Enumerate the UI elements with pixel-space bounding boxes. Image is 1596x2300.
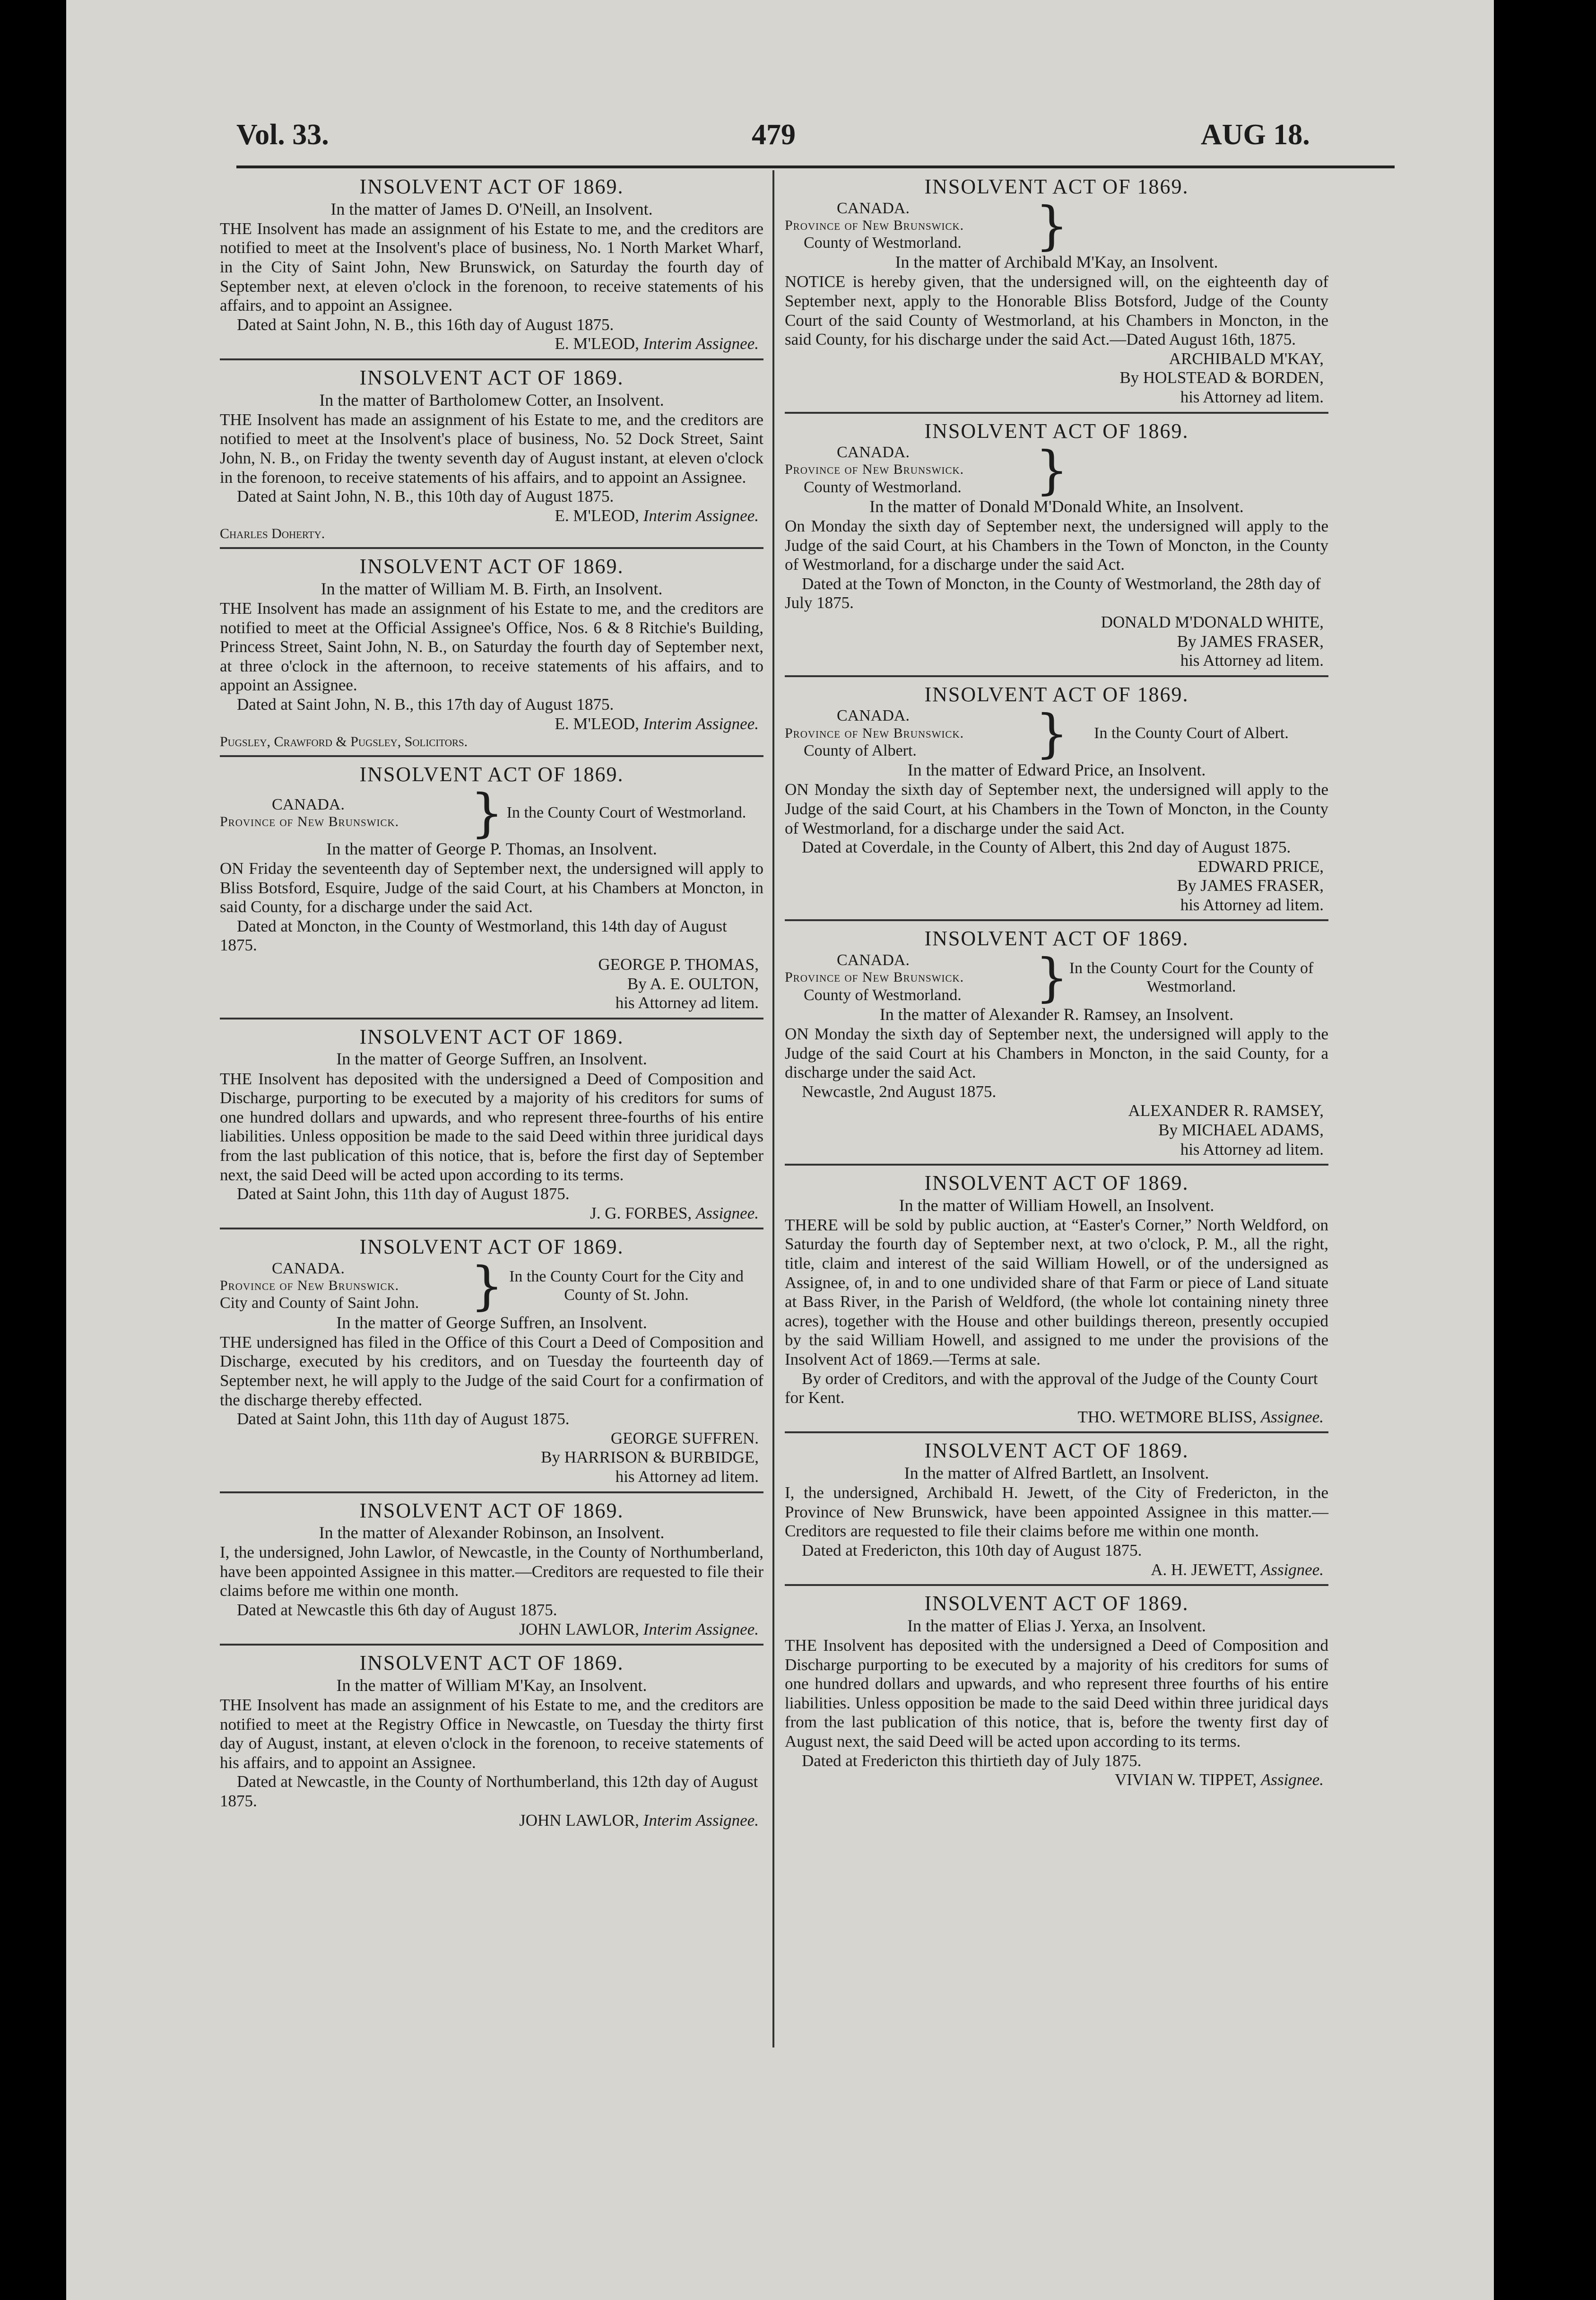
notice-title: INSOLVENT ACT OF 1869. [924,682,1189,706]
notice-dated: Dated at Fredericton this thirtieth day of July 1875. [802,1751,1142,1770]
notice-matter: In the matter of Elias J. Yerxa, an Insolvent. [907,1616,1206,1635]
notice-title: INSOLVENT ACT OF 1869. [924,1592,1189,1615]
notice-dated: Dated at Coverdale, in the County of Albert, this 2nd day of August 1875. [802,838,1291,857]
caption-county: County of Westmorland. [804,234,962,252]
signer-name: A. H. JEWETT, [1151,1560,1257,1579]
notice-title: INSOLVENT ACT OF 1869. [359,555,624,578]
caption-court: In the County Court for the City and County of St. John. [509,1268,744,1304]
notice-signature [220,334,763,354]
notice-white [785,419,1328,677]
caption-province: Province of New Brunswick. [785,217,964,233]
notice-matter: In the matter of Edward Price, an Insolvent. [907,760,1206,780]
caption-canada: CANADA. [837,951,910,969]
notice-dated: Dated at Fredericton, this 10th day of August 1875. [802,1541,1142,1559]
notice-body: I, the undersigned, Archibald H. Jewett, of the City of Fredericton, in the Province of New Brunswick, have been appointed Assignee in this matter.—Creditors are requested to file their claims before me within one month. [785,1483,1328,1541]
notice-signature [220,1204,763,1223]
brace-glyph: } [1035,439,1068,500]
notice-title: INSOLVENT ACT OF 1869. [359,175,624,198]
notice-dated: Dated at Newcastle, in the County of Northumberland, this 12th day of August 1875. [220,1772,758,1810]
caption-province: Province of New Brunswick. [785,462,964,478]
notice-thomas [220,763,763,1019]
court-caption [785,439,1328,500]
caption-province: Province of New Brunswick. [785,969,964,985]
caption-court: In the County Court for the County of Westmorland. [1069,959,1314,996]
caption-canada: CANADA. [837,444,910,462]
notice-suffren-court [220,1235,763,1493]
signer-name: E. M'LEOD, [555,714,639,733]
notice-dated: Dated at Saint John, N. B., this 17th day of August 1875. [237,695,614,714]
caption-canada: CANADA. [837,707,910,725]
signer-role: Interim Assignee. [643,1620,759,1638]
notice-dated: Dated at the Town of Moncton, in the County of Westmorland, the 28th day of July 1875. [785,574,1321,612]
column-divider [772,170,774,2047]
notice-body: THE Insolvent has made an assignment of his Estate to me, and the creditors are notified to meet at the Insolvent's place of business, No. 52 Dock Street, Saint John, N. B., on Friday the twenty seventh day of August instant, at eleven o'clock in the forenoon, to receive statements of his affairs, and to appoint an Assignee. [220,410,763,487]
notice-dated: Newcastle, 2nd August 1875. [802,1082,997,1101]
volume-label: Vol. 33. [236,119,329,151]
signer-role: Interim Assignee. [643,506,759,525]
notice-signature [220,506,763,526]
notice-cotter [220,366,763,549]
notice-yerxa [785,1592,1328,1795]
notice-signature [785,1408,1328,1427]
court-caption [785,703,1328,764]
signer-role: his Attorney ad litem. [615,993,759,1012]
notice-matter: In the matter of Alexander R. Ramsey, an Insolvent. [879,1004,1234,1024]
notice-body: ON Friday the seventeenth day of September next, the undersigned will apply to Bliss Botsford, Esquire, Judge of the said Court, at his Chambers at Moncton, in said County, for a discharge under the said Act. [220,859,763,916]
signer-role: Assignee. [1260,1770,1324,1789]
notice-dated: Dated at Saint John, this 11th day of August 1875. [237,1410,570,1429]
signer-name: THO. WETMORE BLISS, [1077,1407,1257,1426]
left-column [220,175,763,1840]
notice-body: ON Monday the sixth day of September next, the undersigned will apply to the Judge of the said Court at his Chambers in Moncton, in the said County, for a discharge under the said Act. [785,1024,1328,1082]
page-header [66,118,1494,166]
court-caption [220,782,763,843]
notice-dated: Dated at Saint John, this 11th day of August 1875. [237,1185,570,1203]
notice-title: INSOLVENT ACT OF 1869. [359,1235,624,1259]
notice-matter: In the matter of George P. Thomas, an Insolvent. [326,839,657,858]
solicitor-name: Pugsley, Crawford & Pugsley, Solicitors. [220,734,468,750]
signer-name: ARCHIBALD M'KAY, [1169,349,1324,368]
caption-county: County of Westmorland. [804,478,962,496]
brace-glyph: } [470,1255,503,1316]
notice-title: INSOLVENT ACT OF 1869. [924,927,1189,950]
signer-name: JOHN LAWLOR, [519,1620,639,1638]
notice-oneill [220,175,763,360]
notice-body: THE Insolvent has made an assignment of his Estate to me, and the creditors are notified to meet at the Insolvent's place of business, No. 1 North Market Wharf, in the City of Saint John, New Brunswick, on Saturday the fourth day of September next, at eleven o'clock in the forenoon, to receive statements of his affairs, and to appoint an Assignee. [220,219,763,315]
signer-role: his Attorney ad litem. [1180,651,1324,670]
notice-matter: In the matter of Bartholomew Cotter, an Insolvent. [319,390,664,409]
brace-glyph: } [1035,195,1068,256]
notice-body: THE undersigned has filed in the Office of this Court a Deed of Composition and Discharge, executed by his creditors, and on Tuesday the fourteenth day of September next, he will apply to the Judge of the said Court for a confirmation of the discharge thereby effected. [220,1333,763,1409]
signer-role: his Attorney ad litem. [615,1467,759,1486]
notice-matter: In the matter of William Howell, an Insolvent. [899,1195,1214,1215]
notice-dated: Dated at Saint John, N. B., this 10th day of August 1875. [237,487,614,506]
notice-signature [785,1770,1328,1790]
notice-matter: In the matter of William M'Kay, an Insolvent. [336,1675,647,1695]
brace-glyph: } [1035,703,1068,764]
notice-price [785,683,1328,922]
caption-canada: CANADA. [837,199,910,217]
signer-name: E. M'LEOD, [555,506,639,525]
signer-role: Interim Assignee. [643,1811,759,1830]
signer-name: EDWARD PRICE, [1197,857,1324,876]
notice-signature [220,714,763,734]
notice-bartlett [785,1439,1328,1586]
solicitor-name: Charles Doherty. [220,526,325,542]
notice-mkay-william [220,1651,763,1835]
caption-canada: CANADA. [272,796,345,814]
notice-signature [220,1811,763,1830]
notice-title: INSOLVENT ACT OF 1869. [359,1025,624,1048]
caption-province: Province of New Brunswick. [785,725,964,741]
signer-attorney: By A. E. OULTON, [627,974,759,993]
notice-robinson [220,1499,763,1646]
signer-role: Interim Assignee. [643,334,759,353]
notice-body: THE Insolvent has made an assignment of his Estate to me, and the creditors are notified to meet at the Registry Office in Newcastle, on Tuesday the thirty first day of August, instant, at eleven o'clock in the forenoon, to receive statements of his affairs, and to appoint an Assignee. [220,1696,763,1772]
notice-matter: In the matter of James D. O'Neill, an Insolvent. [330,199,653,218]
notice-dated: Dated at Moncton, in the County of Westmorland, this 14th day of August 1875. [220,916,727,955]
page-number: 479 [752,119,796,151]
notice-body: On Monday the sixth day of September next, the undersigned will apply to the Judge of the said Court, at his Chambers in the Town of Moncton, in the County of Westmorland, for a discharge under the said Act. [785,517,1328,574]
issue-date: AUG 18. [1201,119,1310,151]
notice-title: INSOLVENT ACT OF 1869. [359,366,624,389]
signer-name: VIVIAN W. TIPPET, [1114,1770,1257,1789]
gazette-page [66,0,1494,2300]
notice-title: INSOLVENT ACT OF 1869. [359,1651,624,1675]
notice-signature [785,1560,1328,1580]
notice-title: INSOLVENT ACT OF 1869. [924,1439,1189,1463]
notice-title: INSOLVENT ACT OF 1869. [359,763,624,786]
notice-body: THERE will be sold by public auction, at “Easter's Corner,” North Weldford, on Saturday the fourth day of September next, at two o'clock, P. M., all the right, title, claim and interest of the said William Howell, or of the undersigned as Assignee, of, in and to one undivided share of that Farm or piece of Land situate at Bass River, in the Parish of Weldford, (the whole lot containing ninety three acres), together with the House and other buildings thereon, presently occupied by the said William Howell, and assigned to me under the provisions of the Insolvent Act of 1869.—Terms at sale. [785,1215,1328,1369]
brace-glyph: } [470,782,503,843]
notice-title: INSOLVENT ACT OF 1869. [924,175,1189,198]
signer-role: Interim Assignee. [643,714,759,733]
notice-matter: In the matter of George Suffren, an Insolvent. [336,1313,647,1332]
notice-signature [220,1620,763,1639]
signer-attorney: By HARRISON & BURBIDGE, [541,1448,759,1467]
signer-attorney: By HOLSTEAD & BORDEN, [1119,368,1324,387]
signer-role: his Attorney ad litem. [1180,895,1324,914]
signer-role: his Attorney ad litem. [1180,1140,1324,1159]
header-rule [236,166,1395,168]
notice-ramsey [785,927,1328,1166]
notice-dated: Dated at Saint John, N. B., this 16th day of August 1875. [237,315,614,334]
notice-matter: In the matter of Alexander Robinson, an Insolvent. [319,1523,665,1542]
notice-title: INSOLVENT ACT OF 1869. [924,419,1189,443]
brace-glyph: } [1035,947,1068,1008]
signer-name: GEORGE P. THOMAS, [598,955,759,974]
signer-attorney: By JAMES FRASER, [1177,876,1324,895]
caption-county: County of Albert. [804,742,917,760]
caption-court: In the County Court of Westmorland. [506,804,746,822]
signer-name: JOHN LAWLOR, [519,1811,639,1830]
signer-role: his Attorney ad litem. [1180,388,1324,407]
notice-matter: In the matter of Archibald M'Kay, an Insolvent. [895,253,1218,272]
notice-matter: In the matter of George Suffren, an Insolvent. [336,1049,647,1069]
notice-body: ON Monday the sixth day of September next, the undersigned will apply to the Judge of the said Court, at his Chambers in the Town of Moncton, in the County of Westmorland, for a discharge under the said Act. [785,780,1328,837]
court-caption [220,1255,763,1316]
notice-suffren-deed [220,1025,763,1230]
notice-dated: By order of Creditors, and with the approval of the Judge of the County Court for Kent. [785,1369,1318,1407]
notice-dated: Dated at Newcastle this 6th day of August 1875. [237,1601,557,1620]
court-caption [785,947,1328,1008]
caption-county: County of Westmorland. [804,986,962,1004]
notice-body: THE Insolvent has deposited with the undersigned a Deed of Composition and Discharge purporting to be executed by a majority of his creditors for sums of one hundred dollars and upwards, and who represent three fourths of his entire liabilities. Unless opposition be made to the said Deed within three juridical days from the last publication of this notice, that is, before the twenty first day of August next, the said Deed will be acted upon according to its terms. [785,1636,1328,1751]
notice-body: I, the undersigned, John Lawlor, of Newcastle, in the County of Northumberland, have been appointed Assignee in this matter.—Creditors are requested to file their claims before me within one month. [220,1543,763,1600]
notice-title: INSOLVENT ACT OF 1869. [359,1498,624,1522]
caption-court: In the County Court of Albert. [1094,724,1289,742]
right-column [785,175,1328,1800]
signer-role: Assignee. [695,1203,759,1222]
signer-name: J. G. FORBES, [590,1203,692,1222]
signer-attorney: By JAMES FRASER, [1177,632,1324,651]
signer-role: Assignee. [1260,1560,1324,1579]
caption-county: City and County of Saint John. [220,1294,419,1312]
caption-province: Province of New Brunswick. [220,1277,399,1293]
signer-name: GEORGE SUFFREN. [610,1429,759,1447]
caption-province: Province of New Brunswick. [220,814,399,830]
caption-canada: CANADA. [272,1259,345,1277]
notice-title: INSOLVENT ACT OF 1869. [924,1171,1189,1195]
signer-name: DONALD M'DONALD WHITE, [1101,613,1324,632]
notice-body: THE Insolvent has deposited with the undersigned a Deed of Composition and Discharge, purporting to be executed by a majority of his creditors for sums of one hundred dollars and upwards, and who represent three-fourths of his entire liabilities. Unless opposition be made to the said Deed within three juridical days from the last publication of this notice, that is, before the first day of September next, the said Deed will be acted upon according to its terms. [220,1069,763,1184]
notice-matter: In the matter of Alfred Bartlett, an Insolvent. [904,1464,1209,1482]
notice-matter: In the matter of Donald M'Donald White, an Insolvent. [869,497,1244,516]
notice-mkay-archibald [785,175,1328,414]
notice-howell [785,1171,1328,1433]
signer-attorney: By MICHAEL ADAMS, [1158,1120,1324,1139]
signer-role: Assignee. [1260,1407,1324,1426]
notice-body: THE Insolvent has made an assignment of his Estate to me, and the creditors are notified to meet at the Official Assignee's Office, Nos. 6 & 8 Ritchie's Building, Princess Street, Saint John, N. B., on Saturday the fourth day of September next, at three o'clock in the afternoon, to receive statements of his affairs, and to appoint an Assignee. [220,599,763,695]
notice-firth [220,555,763,757]
notice-matter: In the matter of William M. B. Firth, an Insolvent. [321,579,663,598]
signer-name: E. M'LEOD, [555,334,639,353]
signer-name: ALEXANDER R. RAMSEY, [1128,1101,1324,1120]
notice-body: NOTICE is hereby given, that the undersigned will, on the eighteenth day of September next, apply to the Honorable Bliss Botsford, Judge of the County Court of the said County of Westmorland, at his Chambers in Moncton, in the said County, for his discharge under the said Act.—Dated August 16th, 1875. [785,272,1328,349]
court-caption [785,195,1328,256]
